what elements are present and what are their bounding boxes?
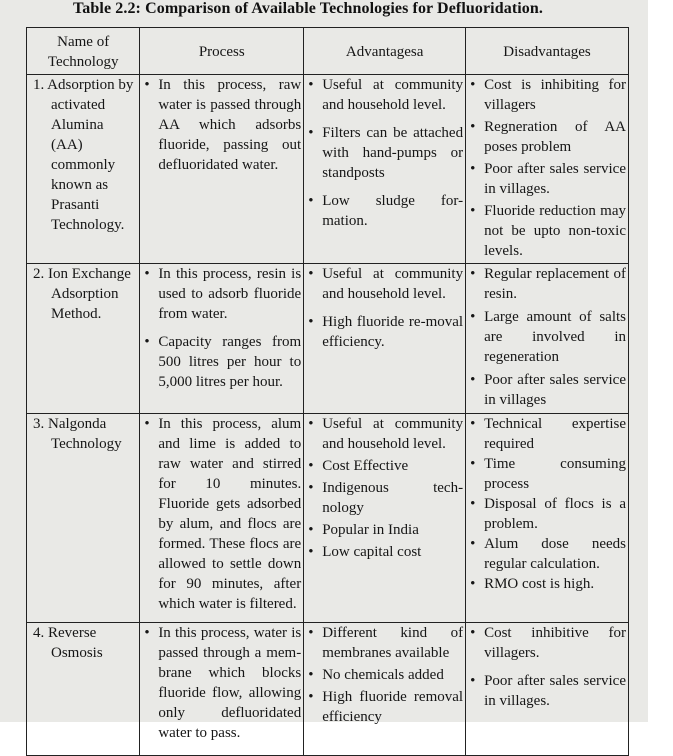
bullet-item: • Poor after sales service in villages. xyxy=(468,671,626,711)
technology-name-cell xyxy=(27,414,140,623)
table-row xyxy=(27,75,629,264)
bullet-item: • Popular in India xyxy=(306,520,463,540)
bullet-item: • In this process, alum and lime is added to raw water and stirred for 10 minutes. Fluoride gets adsorbed by alum, and flocs are formed. These flocs are allowed to settle down for 90 minutes, after which water is filtered. xyxy=(142,414,301,614)
disadvantages-cell xyxy=(466,414,629,623)
bullet-item: • Disposal of flocs is a problem. xyxy=(468,494,626,534)
name-line: Osmosis xyxy=(51,645,103,661)
bullet-item: • Useful at community and household level. xyxy=(306,75,463,115)
bullet-item: • In this process, resin is used to adsorb fluoride from water. xyxy=(142,264,301,324)
advantages-cell xyxy=(304,75,466,264)
table-row xyxy=(27,264,629,414)
process-cell xyxy=(140,264,304,414)
bullet-item: • No chemicals added xyxy=(306,665,463,685)
bullet-item: • Time consuming process xyxy=(468,454,626,494)
bullet-item: • Low sludge for-mation. xyxy=(306,191,463,231)
name-line: Alumina (AA) xyxy=(51,117,104,153)
bullet-item: • In this process, water is passed through a mem-brane which blocks fluoride flow, allowing only defluoridated water to pass. xyxy=(142,623,301,743)
technology-name-cell xyxy=(27,264,140,414)
bullet-item: • RMO cost is high. xyxy=(468,574,626,594)
header-process: Process xyxy=(140,28,304,75)
bullet-item: • Cost Effective xyxy=(306,456,463,476)
process-cell xyxy=(140,623,304,756)
bullet-item: • Different kind of membranes available xyxy=(306,623,463,663)
bullet-item: • Regular replacement of resin. xyxy=(468,264,626,304)
technology-name-cell xyxy=(27,623,140,756)
bullet-item: • Low capital cost xyxy=(306,542,463,562)
name-line: 2. Ion Exchange xyxy=(33,266,131,282)
name-line: Method. xyxy=(51,306,102,322)
name-line: Technology xyxy=(51,436,122,452)
bullet-item: • Capacity ranges from 500 litres per hour to 5,000 litres per hour. xyxy=(142,332,301,392)
name-line: Technology. xyxy=(51,217,125,233)
bullet-item: • Poor after sales service in villages. xyxy=(468,159,626,199)
bullet-item: • Cost is inhibiting for villagers xyxy=(468,75,626,115)
advantages-cell xyxy=(304,264,466,414)
bullet-item: • Technical expertise required xyxy=(468,414,626,454)
table-row xyxy=(27,414,629,623)
bullet-item: • Regneration of AA poses problem xyxy=(468,117,626,157)
header-disadvantages: Disadvantages xyxy=(466,28,629,75)
process-cell xyxy=(140,75,304,264)
header-row xyxy=(27,28,629,75)
advantages-cell xyxy=(304,414,466,623)
table-row xyxy=(27,623,629,756)
name-line: known as xyxy=(51,177,109,193)
advantages-cell xyxy=(304,623,466,756)
bullet-item: • Indigenous tech-nology xyxy=(306,478,463,518)
name-line: Prasanti xyxy=(51,197,100,213)
bullet-item: • Filters can be attached with hand-pumps or standposts xyxy=(306,123,463,183)
bullet-item: • Poor after sales service in villages xyxy=(468,370,626,410)
bullet-item: • Fluoride reduction may not be upto non-toxic levels. xyxy=(468,201,626,261)
table-caption: Table 2.2: Comparison of Available Technologies for Defluoridation. xyxy=(73,0,543,17)
disadvantages-cell xyxy=(466,264,629,414)
name-line: 3. Nalgonda xyxy=(33,416,107,432)
header-advantages: Advantagesa xyxy=(304,28,466,75)
bullet-item: • Alum dose needs regular calculation. xyxy=(468,534,626,574)
bullet-item: • High fluoride re-moval efficiency. xyxy=(306,312,463,352)
disadvantages-cell xyxy=(466,623,629,756)
disadvantages-cell xyxy=(466,75,629,264)
name-line: 4. Reverse xyxy=(33,625,97,641)
name-line: Adsorption xyxy=(51,286,119,302)
process-cell xyxy=(140,414,304,623)
bullet-item: • Large amount of salts are involved in regeneration xyxy=(468,307,626,367)
name-line: 1. Adsorption by xyxy=(33,77,134,93)
bullet-item: • In this process, raw water is passed through AA which adsorbs fluoride, passing out defluoridated water. xyxy=(142,75,301,175)
bullet-item: • High fluoride removal efficiency xyxy=(306,687,463,727)
technology-name-cell xyxy=(27,75,140,264)
bullet-item: • Cost inhibitive for villagers. xyxy=(468,623,626,663)
header-name: Name of Technology xyxy=(27,28,140,75)
name-line: commonly xyxy=(51,157,116,173)
name-line: activated xyxy=(51,97,106,113)
bullet-item: • Useful at community and household level. xyxy=(306,414,463,454)
comparison-table xyxy=(26,27,629,756)
bullet-item: • Useful at community and household level. xyxy=(306,264,463,304)
